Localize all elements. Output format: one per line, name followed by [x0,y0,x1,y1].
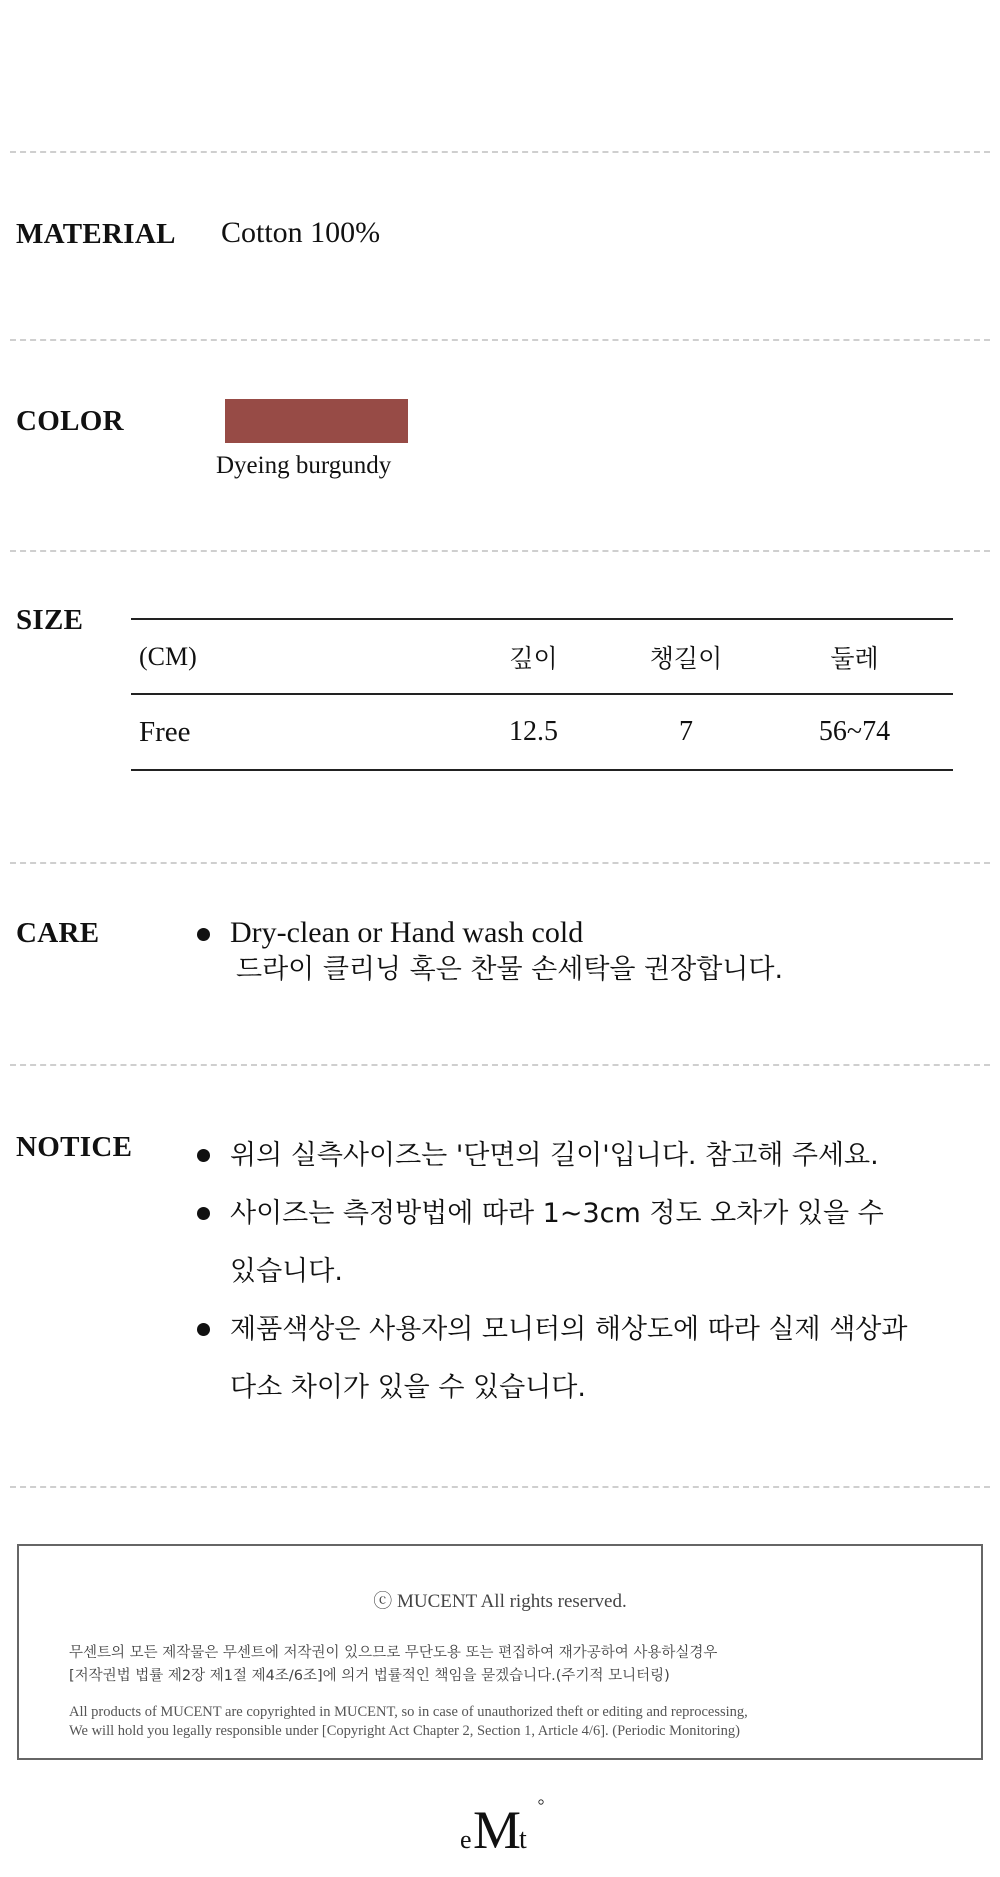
copyright-korean-line: [저작권법 법률 제2장 제1절 제4조/6조]에 의거 법률적인 책임을 묻겠습니다.(주기적 모니터링) [69,1668,670,1684]
size-circumference-header: 둘레 [830,643,879,673]
size-depth-cell: 12.5 [509,716,558,747]
size-brim-cell: 7 [679,716,693,747]
notice-item-line: 위의 실측사이즈는 '단면의 길이'입니다. 참고해 주세요. [230,1140,879,1171]
list-item [195,1127,907,1185]
copyright-rights: ⓒ MUCENT All rights reserved. [373,1591,627,1612]
table-row [131,694,953,770]
bullet-icon [197,1323,210,1336]
size-name-cell: Free [139,715,191,748]
size-unit-header: (CM) [139,641,197,671]
care-label: CARE [16,917,100,949]
notice-item-line: 제품색상은 사용자의 모니터의 해상도에 따라 실제 색상과 [230,1314,908,1345]
bullet-icon [197,928,210,941]
section-divider [10,1064,990,1066]
svg-text:t: t [519,1824,527,1855]
notice-label: NOTICE [16,1131,133,1163]
size-table-header-row [131,619,953,694]
size-circumference-cell: 56~74 [818,716,891,747]
size-depth-header: 깊이 [509,643,558,673]
size-brim-header: 챙길이 [649,643,723,673]
color-swatch [225,399,408,443]
material-label: MATERIAL [16,218,176,250]
copyright-notice-box [17,1544,983,1760]
notice-item-line: 사이즈는 측정방법에 따라 1~3cm 정도 오차가 있을 수 [230,1198,884,1229]
copyright-english-line: We will hold you legally responsible under [Copyright Act Chapter 2, Section 1, Article 4/6]. (Periodic Monitoring) [69,1723,740,1739]
list-item [195,1301,907,1417]
care-list [195,914,783,988]
bullet-icon [197,1207,210,1220]
svg-text:M: M [473,1800,522,1856]
notice-item-line: 다소 차이가 있을 수 있습니다. [230,1372,586,1403]
size-table [131,618,953,771]
section-divider [10,550,990,552]
section-divider [10,862,990,864]
svg-text:e: e [460,1825,472,1854]
care-line-english: Dry-clean or Hand wash cold [230,916,584,949]
bullet-icon [197,1149,210,1162]
mucent-logo-icon [458,1796,548,1856]
copyright-korean-line: 무센트의 모든 제작물은 무센트에 저작권이 있으므로 무단도용 또는 편집하여 재가공하여 사용하실경우 [69,1645,718,1661]
color-label: COLOR [16,405,124,437]
notice-list [195,1127,907,1417]
notice-item-line: 있습니다. [230,1256,343,1287]
section-divider [10,339,990,341]
size-label: SIZE [16,604,84,636]
list-item [195,1185,907,1301]
list-item [195,914,783,988]
section-divider [10,1486,990,1488]
section-divider [10,151,990,153]
copyright-english-line: All products of MUCENT are copyrighted in MUCENT, so in case of unauthorized theft or editing and reprocessing, [69,1704,748,1720]
care-line-korean: 드라이 클리닝 혹은 찬물 손세탁을 권장합니다. [236,954,784,985]
color-name: Dyeing burgundy [216,452,392,479]
material-value: Cotton 100% [221,216,381,249]
